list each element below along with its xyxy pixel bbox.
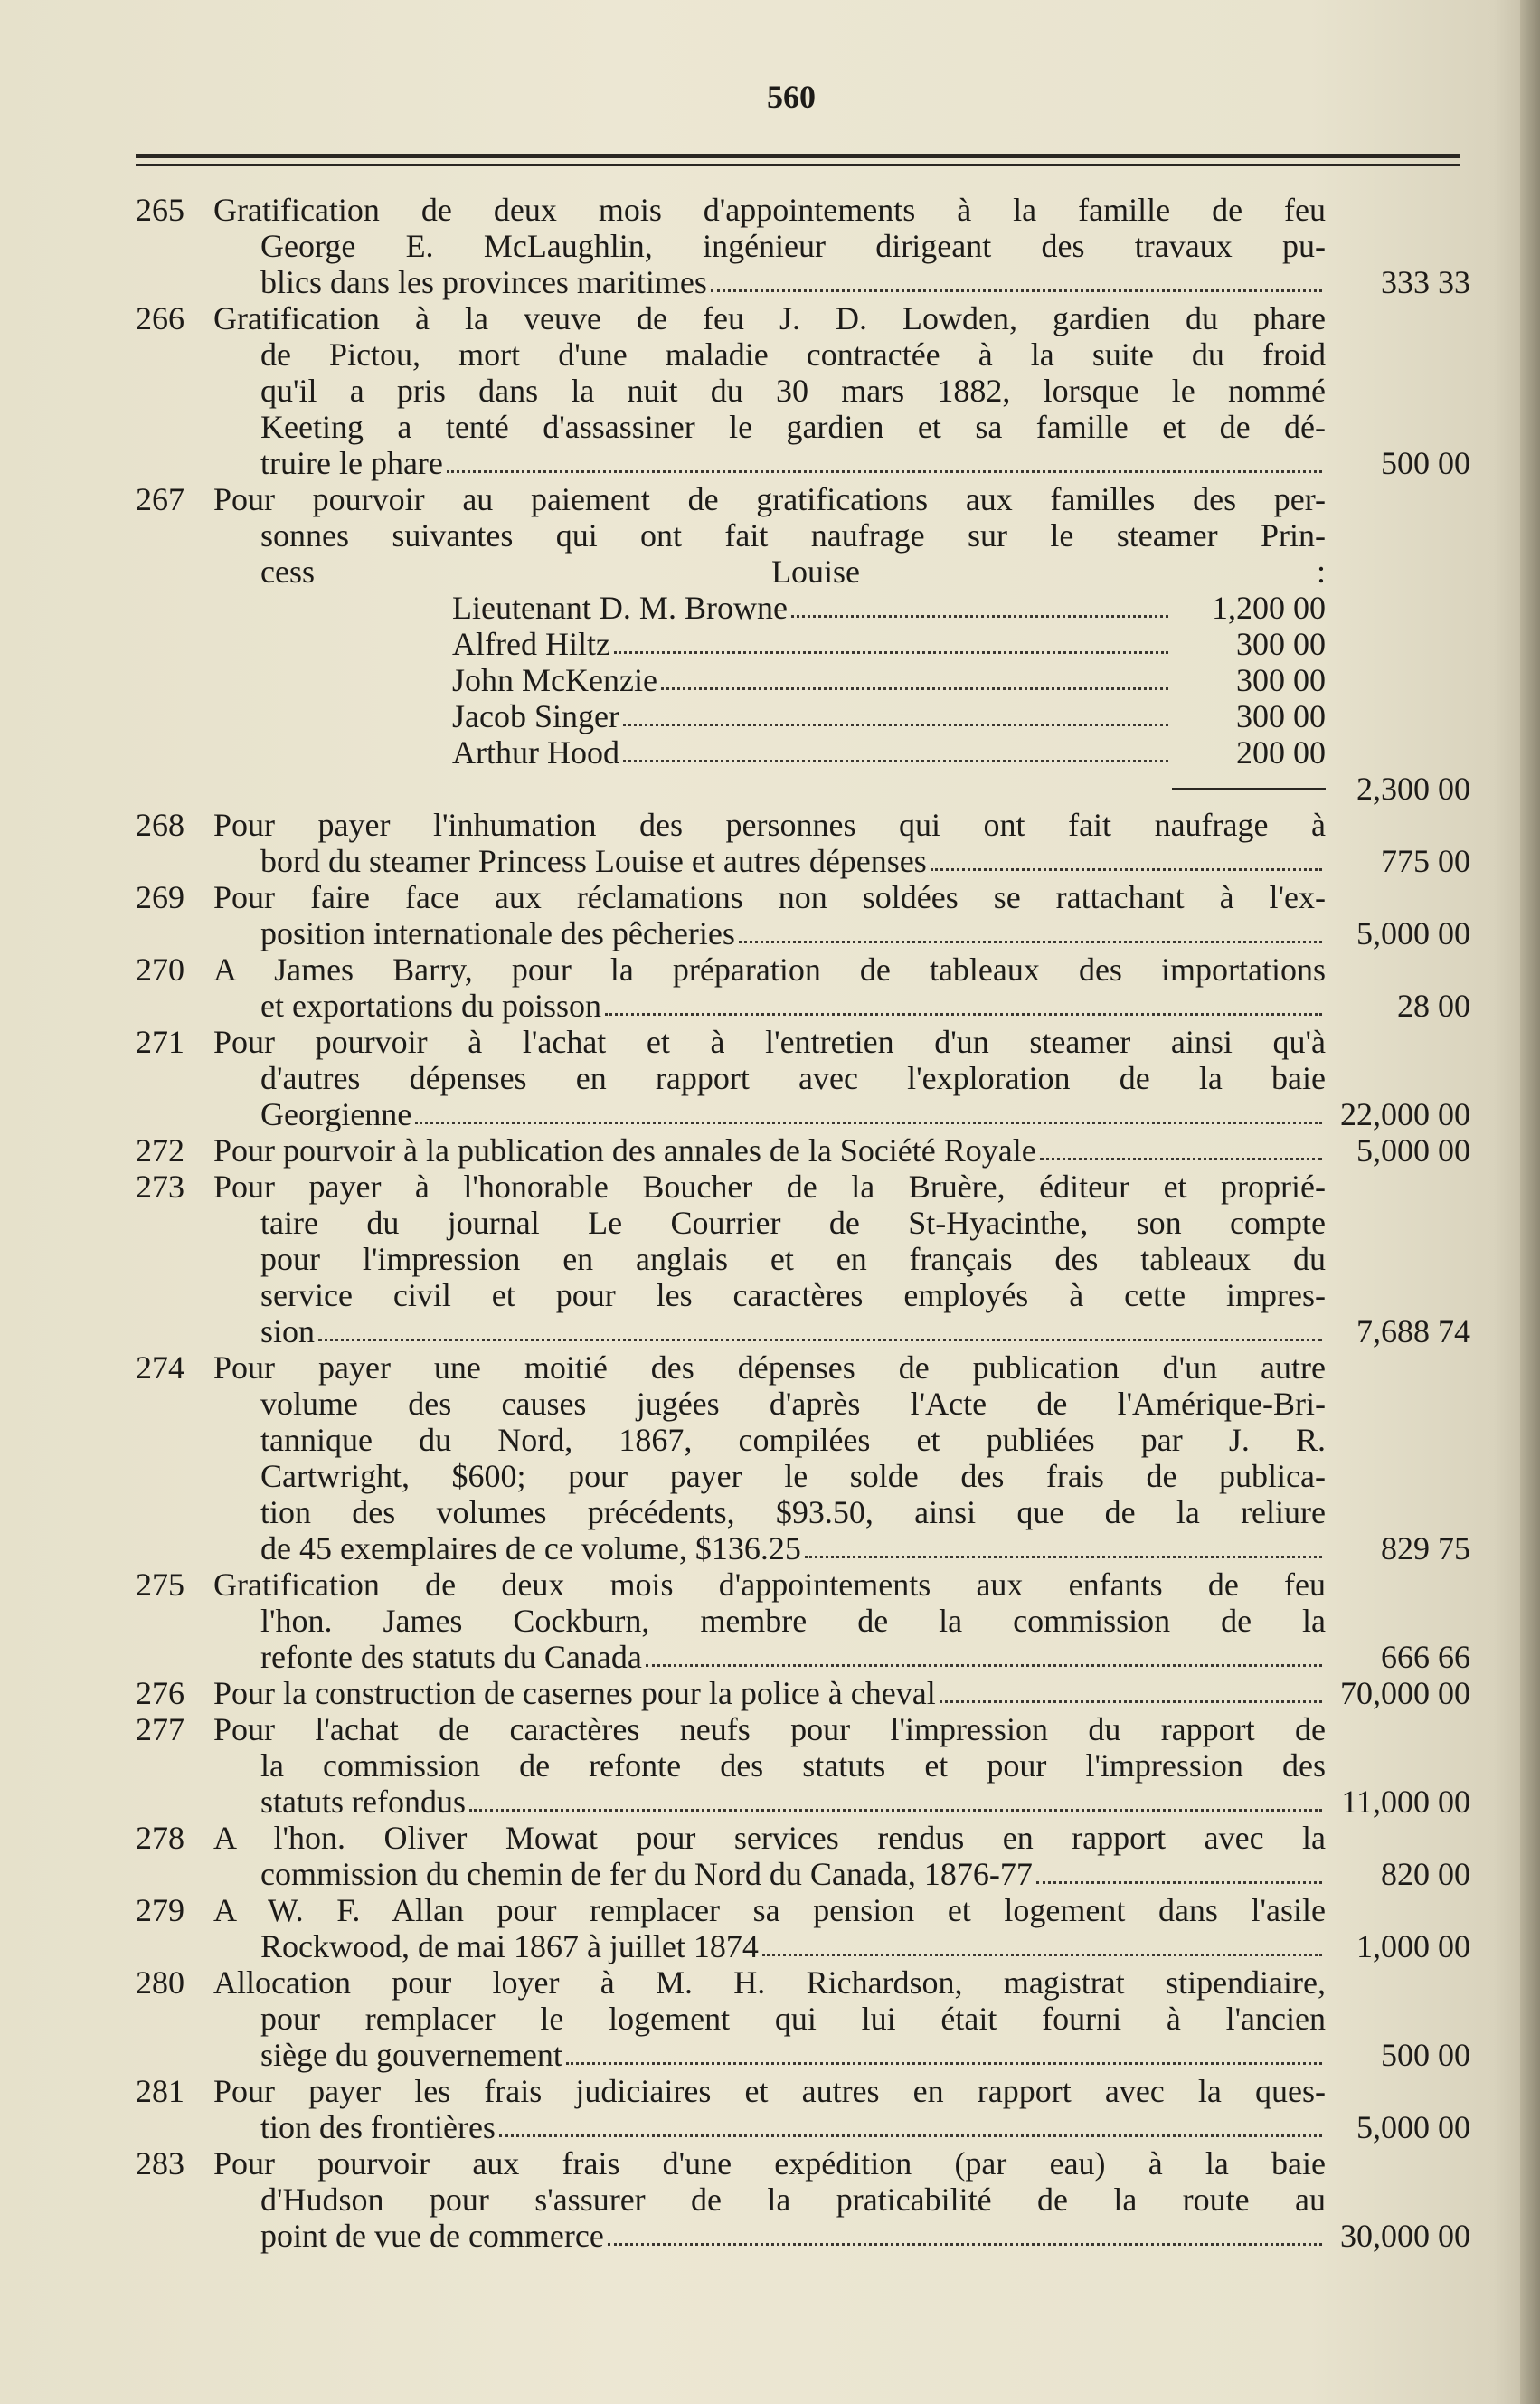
entry-amount: 5,000 00 (1356, 915, 1470, 951)
entry-line (213, 554, 1326, 590)
line-text: sion (260, 1313, 316, 1349)
entry-line (213, 1205, 1326, 1241)
line-text: George E. McLaughlin, ingénieur dirigeant des travaux pu- (260, 228, 1326, 264)
entry-line (213, 1458, 1326, 1494)
line-text: Pour faire face aux réclamations non soldées se rattachant à l'ex- (213, 879, 1326, 915)
entry-amount: 666 66 (1381, 1639, 1470, 1675)
entry-number: 272 (136, 1132, 184, 1169)
entry-line (213, 1928, 1326, 1964)
entry-amount: 70,000 00 (1340, 1675, 1470, 1711)
entry-number: 270 (136, 951, 184, 988)
entry-line (213, 1277, 1326, 1313)
line-text: taire du journal Le Courrier de St-Hyacinthe, son compte (260, 1205, 1326, 1241)
entry-amount: 22,000 00 (1340, 1096, 1470, 1132)
recipient-row (213, 662, 1326, 698)
entry-line (213, 1241, 1326, 1277)
entry-line (213, 1964, 1326, 2001)
entry-line (213, 228, 1326, 264)
dot-leader (931, 868, 1322, 871)
entry-line (213, 1349, 1326, 1386)
line-text: pour l'impression en anglais et en français des tableaux du (260, 1241, 1326, 1277)
entry-line (213, 1856, 1326, 1892)
dot-leader (499, 2134, 1322, 2137)
line-text: et exportations du poisson (260, 988, 601, 1024)
line-text: volume des causes jugées d'après l'Acte de l'Amérique-Bri- (260, 1386, 1326, 1422)
entry-number: 277 (136, 1711, 184, 1747)
line-text: bord du steamer Princess Louise et autres dépenses (260, 843, 927, 879)
subtotal-rule (213, 771, 1326, 807)
line-text: A l'hon. Oliver Mowat pour services rendus en rapport avec la (213, 1820, 1326, 1856)
entry-number: 276 (136, 1675, 184, 1711)
line-text: tannique du Nord, 1867, compilées et publiées par J. R. (260, 1422, 1326, 1458)
recipient-row (213, 626, 1326, 662)
entry-265 (136, 192, 1474, 300)
entry-body (213, 481, 1326, 807)
recipient-name: Lieutenant D. M. Browne (452, 590, 788, 626)
entry-271 (136, 1024, 1474, 1132)
recipient-row (213, 734, 1326, 771)
line-text: sonnes suivantes qui ont fait naufrage sur le steamer Prin- (260, 517, 1326, 554)
dot-leader (623, 724, 1168, 726)
entry-267 (136, 481, 1474, 807)
entry-number: 266 (136, 300, 184, 336)
entry-body (213, 1711, 1326, 1820)
dot-leader (415, 1122, 1322, 1124)
entry-line (213, 1096, 1326, 1132)
entry-line (213, 264, 1326, 300)
line-text: Gratification de deux mois d'appointements à la famille de feu (213, 192, 1326, 228)
entry-line (213, 1132, 1326, 1169)
entry-body (213, 1349, 1326, 1566)
entry-line (213, 1820, 1326, 1856)
dot-leader (791, 615, 1168, 618)
entry-line (213, 2001, 1326, 2037)
recipient-amount: 300 00 (1236, 662, 1326, 698)
dot-leader (623, 760, 1168, 762)
entry-line (213, 481, 1326, 517)
line-text: Pour payer à l'honorable Boucher de la Bruère, éditeur et proprié- (213, 1169, 1326, 1205)
recipient-row (213, 590, 1326, 626)
entry-266 (136, 300, 1474, 481)
line-text: de 45 exemplaires de ce volume, $136.25 (260, 1530, 801, 1566)
line-text: Pour la construction de casernes pour la police à cheval (213, 1675, 936, 1711)
dot-leader (605, 1013, 1322, 1016)
line-text: Pour payer les frais judiciaires et autres en rapport avec la ques- (213, 2073, 1326, 2109)
line-text: service civil et pour les caractères employés à cette impres- (260, 1277, 1326, 1313)
entry-line (213, 409, 1326, 445)
entry-line (213, 2182, 1326, 2218)
entry-line (213, 373, 1326, 409)
entry-line (213, 1675, 1326, 1711)
dot-leader (661, 687, 1168, 690)
entry-body (213, 951, 1326, 1024)
line-text: Allocation pour loyer à M. H. Richardson, magistrat stipendiaire, (213, 1964, 1326, 2001)
entry-amount: 11,000 00 (1341, 1784, 1470, 1820)
line-text: Pour pourvoir aux frais d'une expédition (par eau) à la baie (213, 2145, 1326, 2182)
entry-line (213, 1566, 1326, 1603)
entry-body (213, 807, 1326, 879)
entry-body (213, 879, 1326, 951)
entry-body (213, 1820, 1326, 1892)
entry-line (213, 879, 1326, 915)
recipient-name: Alfred Hiltz (452, 626, 610, 662)
entry-body (213, 1566, 1326, 1675)
line-text: Gratification de deux mois d'appointements aux enfants de feu (213, 1566, 1326, 1603)
entry-amount: 5,000 00 (1356, 1132, 1470, 1169)
dot-leader (805, 1556, 1322, 1558)
page-number: 560 (767, 79, 816, 115)
entry-281 (136, 2073, 1474, 2145)
page-edge-shadow (1520, 0, 1540, 2404)
dot-leader (614, 651, 1168, 654)
recipient-amount: 200 00 (1236, 734, 1326, 771)
entry-amount: 820 00 (1381, 1856, 1470, 1892)
entry-amount: 30,000 00 (1340, 2218, 1470, 2254)
recipient-amount: 300 00 (1236, 626, 1326, 662)
appropriations-list (136, 192, 1474, 2254)
dot-leader (566, 2062, 1322, 2065)
line-text: tion des volumes précédents, $93.50, ainsi que de la reliure (260, 1494, 1326, 1530)
line-text: siège du gouvernement (260, 2037, 562, 2073)
line-text: d'autres dépenses en rapport avec l'exploration de la baie (260, 1060, 1326, 1096)
entry-number: 283 (136, 2145, 184, 2182)
line-text: Gratification à la veuve de feu J. D. Lowden, gardien du phare (213, 300, 1326, 336)
entry-number: 271 (136, 1024, 184, 1060)
entry-amount: 333 33 (1381, 264, 1470, 300)
entry-line (213, 2073, 1326, 2109)
entry-amount: 500 00 (1381, 445, 1470, 481)
line-text: la commission de refonte des statuts et pour l'impression des (260, 1747, 1326, 1784)
entry-line (213, 2037, 1326, 2073)
dot-leader (318, 1339, 1322, 1341)
entry-line (213, 1386, 1326, 1422)
entry-body (213, 1964, 1326, 2073)
line-text: A James Barry, pour la préparation de tableaux des importations (213, 951, 1326, 988)
entry-line (213, 915, 1326, 951)
entry-line (213, 517, 1326, 554)
entry-268 (136, 807, 1474, 879)
entry-body (213, 1675, 1326, 1711)
entry-number: 278 (136, 1820, 184, 1856)
entry-line (213, 1494, 1326, 1530)
entry-amount: 1,000 00 (1356, 1928, 1470, 1964)
entry-number: 267 (136, 481, 184, 517)
entry-line (213, 1530, 1326, 1566)
recipient-name: John McKenzie (452, 662, 657, 698)
line-text: Keeting a tenté d'assassiner le gardien et sa famille et de dé- (260, 409, 1326, 445)
dot-leader (739, 941, 1322, 943)
entry-amount: 829 75 (1381, 1530, 1470, 1566)
dot-leader (646, 1664, 1322, 1667)
line-text: position internationale des pêcheries (260, 915, 735, 951)
line-text: Pour pourvoir au paiement de gratifications aux familles des per- (213, 481, 1326, 517)
entry-amount: 500 00 (1381, 2037, 1470, 2073)
header-rule-thin (136, 164, 1460, 166)
entry-270 (136, 951, 1474, 1024)
recipient-amount: 300 00 (1236, 698, 1326, 734)
entry-line (213, 336, 1326, 373)
subtotal-bar (1172, 788, 1326, 790)
dot-leader (1040, 1158, 1322, 1160)
line-text: qu'il a pris dans la nuit du 30 mars 1882, lorsque le nommé (260, 373, 1326, 409)
line-text: Pour payer une moitié des dépenses de publication d'un autre (213, 1349, 1326, 1386)
entry-line (213, 2145, 1326, 2182)
entry-body (213, 1169, 1326, 1349)
recipient-amount: 1,200 00 (1212, 590, 1326, 626)
entry-number: 269 (136, 879, 184, 915)
entry-body (213, 192, 1326, 300)
entry-line (213, 951, 1326, 988)
line-text: tion des frontières (260, 2109, 496, 2145)
entry-line (213, 1639, 1326, 1675)
entry-line (213, 445, 1326, 481)
entry-272 (136, 1132, 1474, 1169)
line-text: blics dans les provinces maritimes (260, 264, 707, 300)
entry-279 (136, 1892, 1474, 1964)
entry-line (213, 192, 1326, 228)
entry-line (213, 1313, 1326, 1349)
entry-body (213, 1892, 1326, 1964)
entry-line (213, 300, 1326, 336)
entry-283 (136, 2145, 1474, 2254)
line-text: Pour pourvoir à l'achat et à l'entretien d'un steamer ainsi qu'à (213, 1024, 1326, 1060)
dot-leader (447, 470, 1322, 473)
dot-leader (608, 2243, 1322, 2246)
entry-280 (136, 1964, 1474, 2073)
recipient-name: Jacob Singer (452, 698, 619, 734)
entry-273 (136, 1169, 1474, 1349)
recipient-row (213, 698, 1326, 734)
entry-body (213, 1132, 1326, 1169)
entry-number: 279 (136, 1892, 184, 1928)
entry-amount: 7,688 74 (1356, 1313, 1470, 1349)
line-text: Pour payer l'inhumation des personnes qui ont fait naufrage à (213, 807, 1326, 843)
entry-body (213, 300, 1326, 481)
entry-line (213, 1747, 1326, 1784)
entry-line (213, 1603, 1326, 1639)
entry-number: 274 (136, 1349, 184, 1386)
line-text: Georgienne (260, 1096, 412, 1132)
entry-line (213, 807, 1326, 843)
line-text: d'Hudson pour s'assurer de la praticabilité de la route au (260, 2182, 1326, 2218)
entry-line (213, 1784, 1326, 1820)
entry-line (213, 2109, 1326, 2145)
entry-275 (136, 1566, 1474, 1675)
entry-number: 273 (136, 1169, 184, 1205)
entry-body (213, 2145, 1326, 2254)
dot-leader (1036, 1881, 1322, 1884)
entry-amount: 28 00 (1397, 988, 1470, 1024)
entry-line (213, 1060, 1326, 1096)
entry-number: 275 (136, 1566, 184, 1603)
line-text: cess Louise : (260, 554, 1326, 590)
header-rule-thick (136, 154, 1460, 158)
entry-amount: 5,000 00 (1356, 2109, 1470, 2145)
line-text: statuts refondus (260, 1784, 466, 1820)
line-text: Cartwright, $600; pour payer le solde des frais de publica- (260, 1458, 1326, 1494)
entry-line (213, 1422, 1326, 1458)
entry-274 (136, 1349, 1474, 1566)
entry-line (213, 843, 1326, 879)
entry-body (213, 1024, 1326, 1132)
entry-269 (136, 879, 1474, 951)
entry-number: 280 (136, 1964, 184, 2001)
entry-278 (136, 1820, 1474, 1892)
entry-line (213, 1169, 1326, 1205)
entry-276 (136, 1675, 1474, 1711)
entry-number: 265 (136, 192, 184, 228)
entry-amount: 2,300 00 (1356, 771, 1470, 807)
line-text: l'hon. James Cockburn, membre de la commission de la (260, 1603, 1326, 1639)
line-text: point de vue de commerce (260, 2218, 604, 2254)
recipient-name: Arthur Hood (452, 734, 619, 771)
line-text: truire le phare (260, 445, 443, 481)
line-text: commission du chemin de fer du Nord du Canada, 1876-77 (260, 1856, 1033, 1892)
line-text: pour remplacer le logement qui lui était fourni à l'ancien (260, 2001, 1326, 2037)
entry-line (213, 2218, 1326, 2254)
entry-line (213, 1024, 1326, 1060)
entry-line (213, 988, 1326, 1024)
entry-number: 281 (136, 2073, 184, 2109)
entry-body (213, 2073, 1326, 2145)
entry-line (213, 1892, 1326, 1928)
entry-277 (136, 1711, 1474, 1820)
line-text: Pour pourvoir à la publication des annales de la Société Royale (213, 1132, 1036, 1169)
dot-leader (762, 1954, 1322, 1956)
line-text: de Pictou, mort d'une maladie contractée à la suite du froid (260, 336, 1326, 373)
entry-number: 268 (136, 807, 184, 843)
entry-amount: 775 00 (1381, 843, 1470, 879)
dot-leader (711, 289, 1322, 292)
dot-leader (940, 1700, 1322, 1703)
line-text: A W. F. Allan pour remplacer sa pension et logement dans l'asile (213, 1892, 1326, 1928)
dot-leader (469, 1809, 1322, 1812)
entry-line (213, 1711, 1326, 1747)
line-text: Pour l'achat de caractères neufs pour l'impression du rapport de (213, 1711, 1326, 1747)
line-text: Rockwood, de mai 1867 à juillet 1874 (260, 1928, 759, 1964)
line-text: refonte des statuts du Canada (260, 1639, 642, 1675)
